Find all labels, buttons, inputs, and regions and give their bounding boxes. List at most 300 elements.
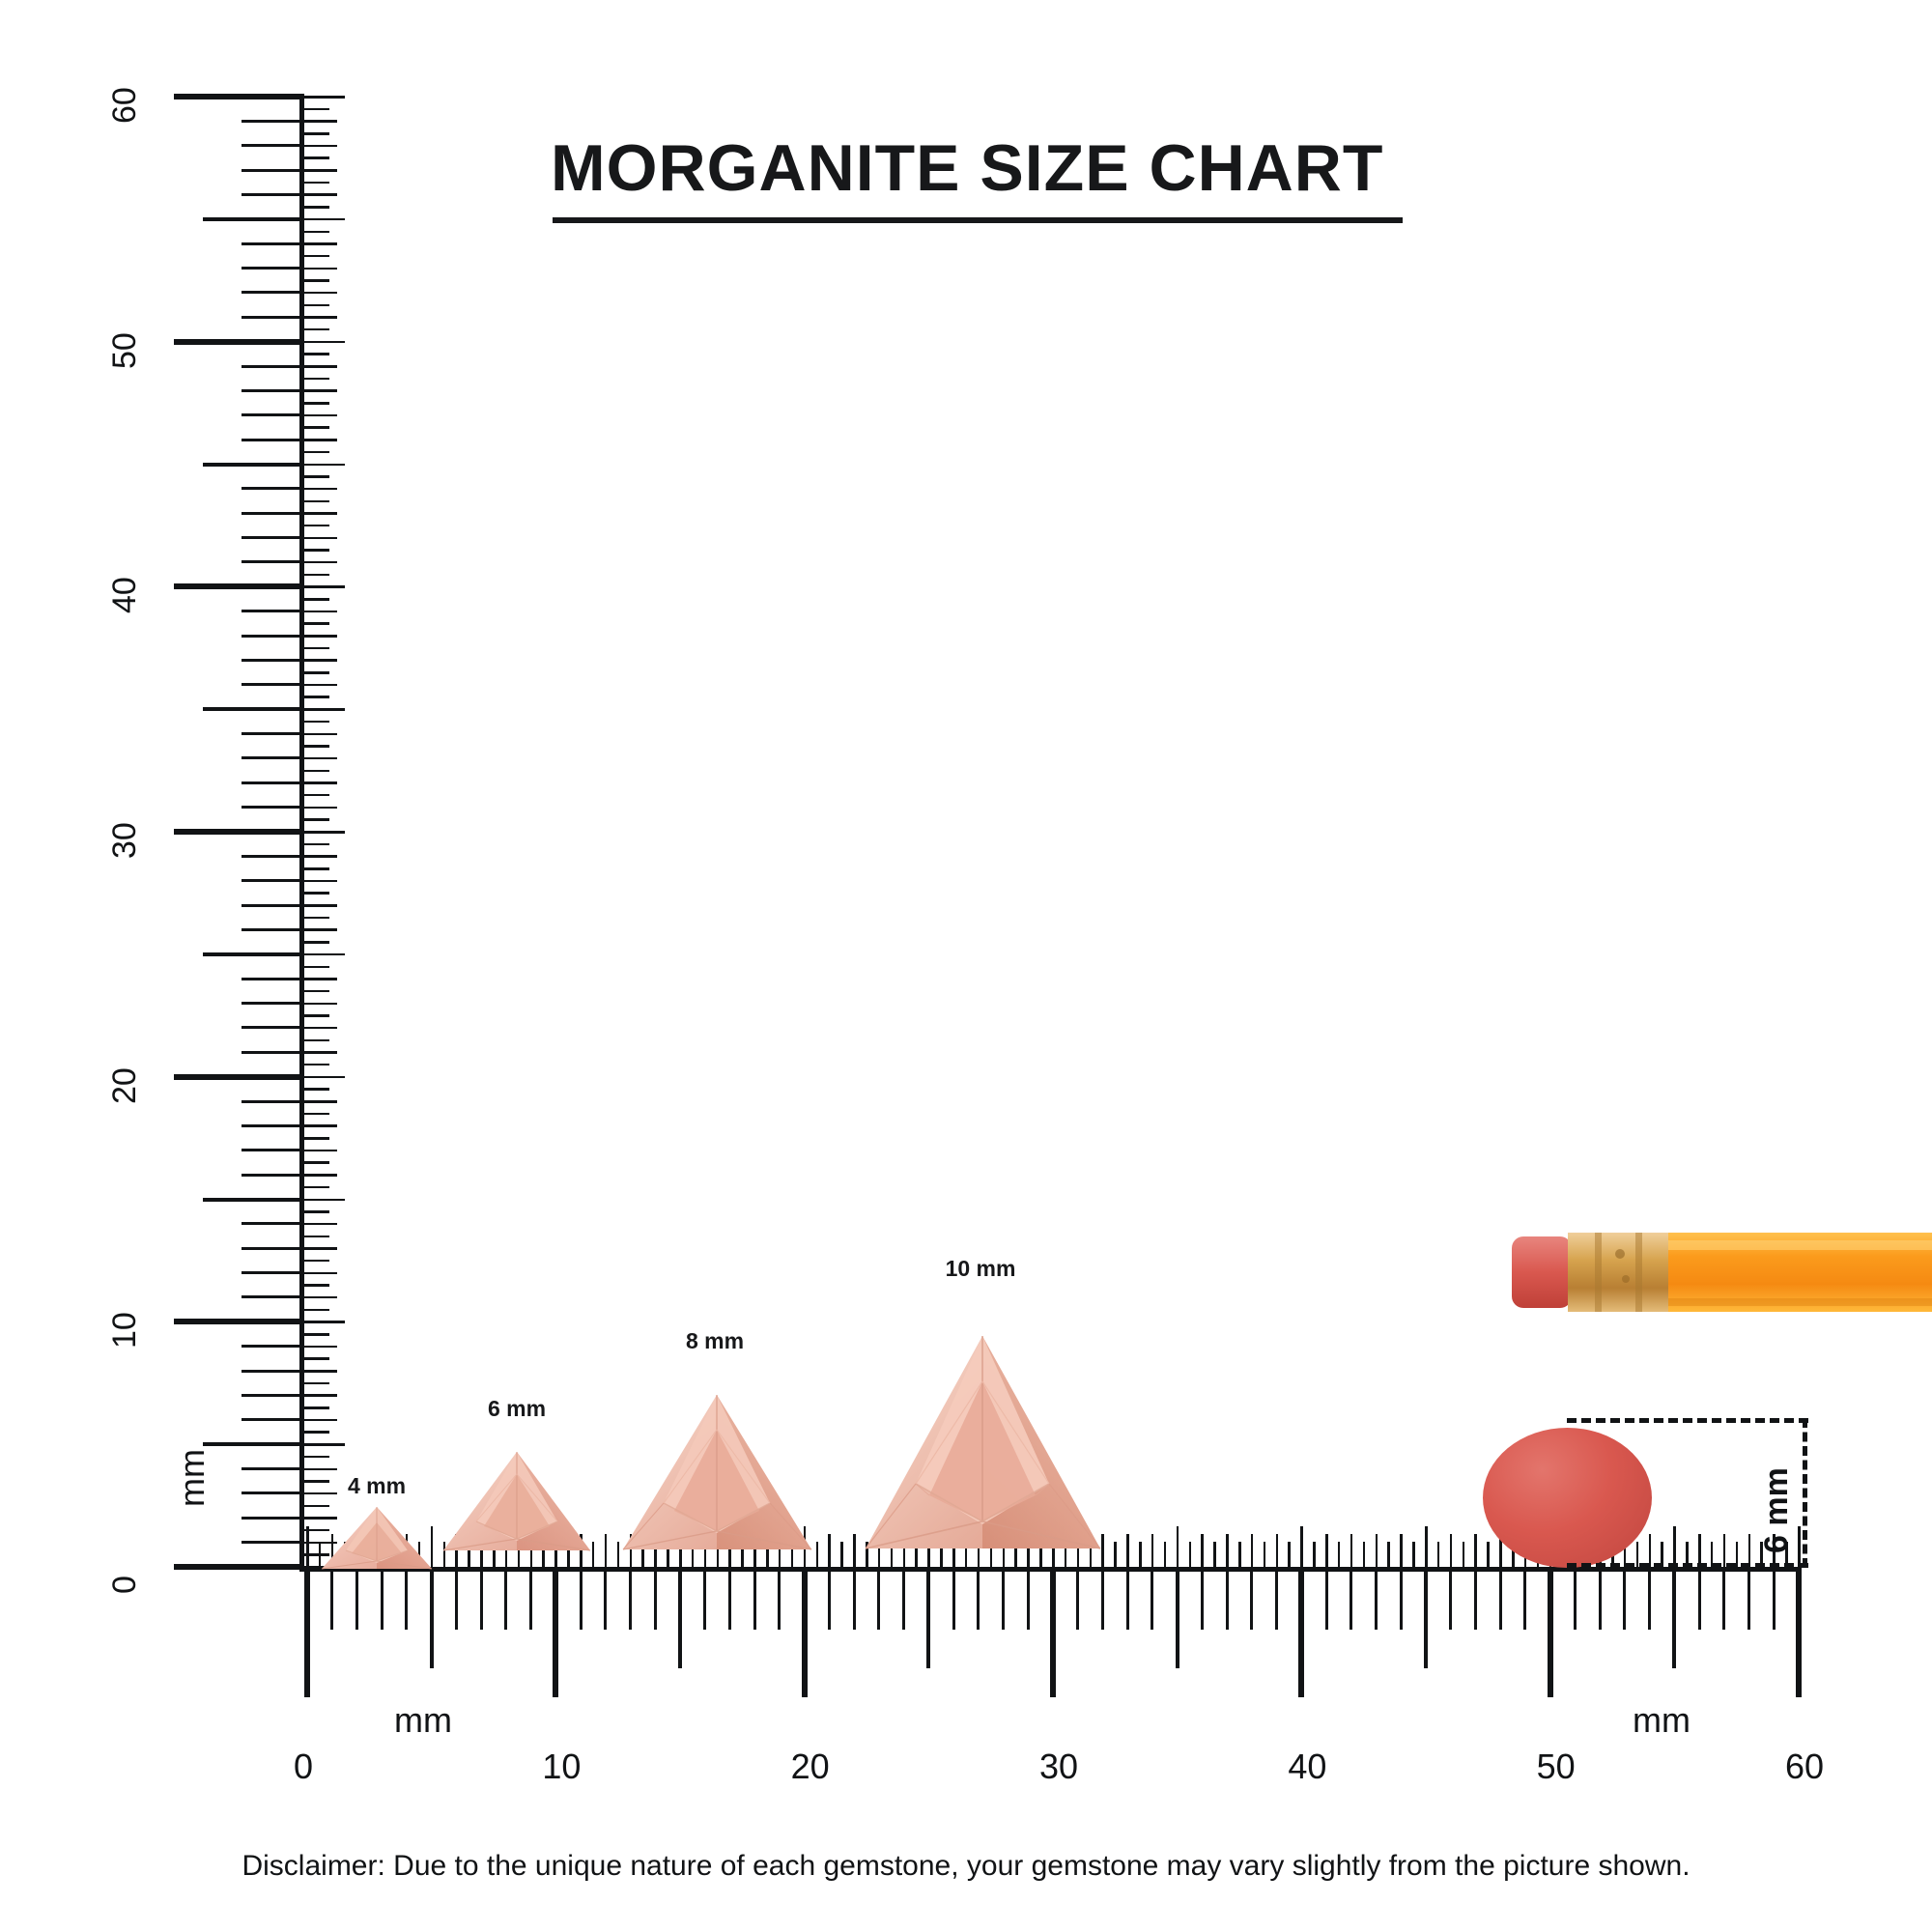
horizontal-tick-label: 30 [1039, 1747, 1079, 1786]
vertical-tick [242, 855, 304, 858]
vertical-subtick [304, 1370, 337, 1373]
vertical-tick [242, 1149, 304, 1151]
horizontal-tick [853, 1567, 856, 1630]
horizontal-tick [1424, 1567, 1428, 1668]
horizontal-subtick [1139, 1542, 1142, 1567]
horizontal-subtick [1363, 1542, 1366, 1567]
horizontal-subtick [605, 1534, 608, 1567]
vertical-subtick [304, 1284, 329, 1287]
vertical-tick [242, 1295, 304, 1298]
vertical-subtick [304, 1088, 329, 1091]
vertical-subtick [304, 1014, 329, 1017]
vertical-tick [203, 1198, 304, 1202]
horizontal-tick-label: 50 [1536, 1747, 1576, 1786]
horizontal-tick [802, 1567, 808, 1697]
vertical-tick [242, 291, 304, 294]
vertical-subtick [304, 537, 337, 540]
vertical-subtick [304, 1247, 337, 1250]
vertical-subtick [304, 500, 329, 503]
vertical-tick-label: 30 [106, 822, 143, 859]
horizontal-tick [1350, 1567, 1352, 1630]
vertical-tick [242, 756, 304, 759]
vertical-subtick [304, 770, 329, 773]
vertical-tick [242, 193, 304, 196]
horizontal-subtick [1474, 1534, 1477, 1567]
vertical-subtick [304, 1394, 337, 1397]
horizontal-subtick [1201, 1534, 1204, 1567]
page-title: MORGANITE SIZE CHART [551, 131, 1384, 205]
vertical-tick [242, 806, 304, 809]
vertical-tick [242, 1467, 304, 1470]
horizontal-tick [1050, 1567, 1056, 1697]
horizontal-subtick [1387, 1542, 1390, 1567]
horizontal-tick [504, 1567, 507, 1630]
vertical-tick [242, 1492, 304, 1494]
vertical-subtick [304, 659, 337, 662]
horizontal-subtick [306, 1526, 309, 1567]
horizontal-tick [1275, 1567, 1278, 1630]
vertical-subtick [304, 525, 329, 527]
vertical-tick [242, 978, 304, 980]
horizontal-subtick [1487, 1542, 1490, 1567]
vertical-subtick [304, 426, 329, 429]
horizontal-subtick [1400, 1534, 1403, 1567]
vertical-tick [242, 1051, 304, 1054]
horizontal-tick [977, 1567, 980, 1630]
vertical-subtick [304, 439, 337, 441]
vertical-subtick [304, 1236, 329, 1238]
vertical-subtick [304, 1124, 337, 1127]
vertical-subtick [304, 108, 329, 111]
vertical-subtick [304, 953, 345, 956]
vertical-tick [242, 1247, 304, 1250]
vertical-tick [174, 1564, 304, 1570]
horizontal-tick-label: 60 [1785, 1747, 1825, 1786]
vertical-subtick [304, 611, 337, 613]
vertical-subtick [304, 794, 329, 797]
horizontal-tick [1796, 1567, 1802, 1697]
vertical-tick [242, 365, 304, 368]
vertical-subtick [304, 721, 329, 724]
disclaimer-text: Disclaimer: Due to the unique nature of each gemstone, your gemstone may vary slightly from the picture shown. [242, 1850, 1690, 1882]
vertical-subtick [304, 1137, 329, 1140]
horizontal-unit-label-right: mm [1633, 1700, 1690, 1740]
vertical-tick [242, 1345, 304, 1348]
vertical-subtick [304, 316, 337, 319]
vertical-tick [242, 1222, 304, 1225]
horizontal-tick [629, 1567, 632, 1630]
horizontal-subtick [1238, 1542, 1241, 1567]
vertical-subtick [304, 1003, 337, 1006]
vertical-subtick [304, 279, 329, 282]
vertical-subtick [304, 1064, 329, 1066]
horizontal-tick [1474, 1567, 1477, 1630]
vertical-subtick [304, 745, 329, 748]
vertical-subtick [304, 451, 329, 454]
vertical-tick [174, 583, 304, 589]
vertical-subtick [304, 414, 337, 417]
vertical-tick [242, 389, 304, 392]
vertical-tick [203, 217, 304, 221]
vertical-subtick [304, 1210, 329, 1213]
horizontal-subtick [1673, 1526, 1676, 1567]
horizontal-tick [1176, 1567, 1179, 1668]
vertical-subtick [304, 488, 337, 491]
vertical-subtick [304, 1346, 337, 1349]
vertical-subtick [304, 1161, 329, 1164]
horizontal-subtick [1189, 1542, 1192, 1567]
vertical-tick [174, 1319, 304, 1324]
horizontal-subtick [1649, 1534, 1652, 1567]
horizontal-tick-label: 40 [1288, 1747, 1327, 1786]
vertical-subtick [304, 733, 337, 736]
vertical-subtick [304, 855, 337, 858]
vertical-subtick [304, 1431, 329, 1434]
vertical-subtick [304, 132, 329, 135]
vertical-subtick [304, 917, 329, 920]
vertical-tick [242, 120, 304, 123]
vertical-subtick [304, 120, 337, 123]
horizontal-subtick [840, 1542, 843, 1567]
horizontal-subtick [1338, 1542, 1341, 1567]
vertical-tick [242, 1026, 304, 1029]
vertical-subtick [304, 647, 329, 650]
vertical-tick [242, 144, 304, 147]
horizontal-subtick [1300, 1526, 1303, 1567]
vertical-subtick [304, 867, 329, 870]
horizontal-tick [703, 1567, 706, 1630]
horizontal-tick [355, 1567, 358, 1630]
vertical-unit-label: mm [172, 1449, 212, 1507]
gemstone-6mm [440, 1449, 594, 1553]
vertical-subtick [304, 156, 329, 159]
horizontal-subtick [1798, 1526, 1801, 1567]
vertical-subtick [304, 242, 337, 245]
horizontal-tick [1375, 1567, 1378, 1630]
horizontal-tick [753, 1567, 756, 1630]
vertical-subtick [304, 268, 337, 270]
vertical-subtick [304, 206, 329, 209]
vertical-subtick [304, 941, 329, 944]
horizontal-tick [1722, 1567, 1725, 1630]
horizontal-subtick [1288, 1542, 1291, 1567]
vertical-subtick [304, 684, 337, 687]
vertical-subtick [304, 169, 337, 172]
horizontal-subtick [1350, 1534, 1353, 1567]
vertical-tick [242, 732, 304, 735]
horizontal-tick [1672, 1567, 1676, 1668]
vertical-subtick [304, 96, 345, 99]
horizontal-tick [529, 1567, 532, 1630]
horizontal-subtick [1126, 1534, 1129, 1567]
horizontal-tick [902, 1567, 905, 1630]
horizontal-tick [381, 1567, 384, 1630]
horizontal-subtick [1412, 1542, 1415, 1567]
horizontal-tick [678, 1567, 682, 1668]
vertical-tick [242, 169, 304, 172]
horizontal-subtick [1313, 1542, 1316, 1567]
vertical-tick [203, 952, 304, 956]
vertical-subtick [304, 218, 345, 221]
horizontal-tick [1400, 1567, 1403, 1630]
horizontal-tick [1226, 1567, 1229, 1630]
horizontal-tick [430, 1567, 434, 1668]
vertical-subtick [304, 585, 345, 588]
horizontal-subtick [1151, 1534, 1154, 1567]
vertical-subtick [304, 966, 329, 969]
horizontal-tick-label: 10 [542, 1747, 582, 1786]
horizontal-tick [480, 1567, 483, 1630]
vertical-subtick [304, 757, 337, 760]
vertical-subtick [304, 402, 329, 405]
gem-label-8mm: 8 mm [685, 1328, 745, 1353]
horizontal-tick [728, 1567, 731, 1630]
vertical-subtick [304, 1100, 337, 1103]
horizontal-subtick [1748, 1534, 1751, 1567]
vertical-tick-label: 20 [106, 1066, 143, 1104]
horizontal-tick [1027, 1567, 1030, 1630]
vertical-subtick [304, 831, 345, 834]
vertical-tick [242, 413, 304, 416]
vertical-tick [242, 536, 304, 539]
horizontal-subtick [1376, 1534, 1378, 1567]
vertical-subtick [304, 231, 329, 234]
horizontal-subtick [1114, 1542, 1117, 1567]
vertical-subtick [304, 818, 329, 821]
horizontal-tick [1623, 1567, 1626, 1630]
horizontal-subtick [1226, 1534, 1229, 1567]
vertical-subtick [304, 145, 337, 148]
vertical-subtick [304, 598, 329, 601]
gemstone-4mm [319, 1505, 435, 1571]
horizontal-subtick [1450, 1534, 1453, 1567]
vertical-subtick [304, 843, 329, 846]
horizontal-tick [778, 1567, 781, 1630]
horizontal-subtick [1164, 1542, 1167, 1567]
vertical-subtick [304, 378, 329, 381]
horizontal-tick [1574, 1567, 1577, 1630]
eraser-reference-object [1483, 1428, 1652, 1568]
vertical-tick [203, 1442, 304, 1446]
horizontal-tick [654, 1567, 657, 1630]
vertical-subtick [304, 708, 345, 711]
vertical-subtick [304, 880, 337, 883]
horizontal-tick [1298, 1567, 1304, 1697]
vertical-subtick [304, 353, 329, 355]
vertical-tick [242, 610, 304, 612]
vertical-subtick [304, 781, 337, 784]
vertical-subtick [304, 255, 329, 258]
vertical-tick [242, 1124, 304, 1127]
horizontal-tick [553, 1567, 558, 1697]
vertical-subtick [304, 1150, 337, 1152]
horizontal-tick [877, 1567, 880, 1630]
horizontal-tick [405, 1567, 408, 1630]
vertical-subtick [304, 365, 337, 368]
horizontal-subtick [1463, 1542, 1465, 1567]
vertical-subtick [304, 1113, 329, 1116]
vertical-subtick [304, 475, 329, 478]
vertical-subtick [304, 928, 337, 931]
vertical-subtick [304, 1296, 337, 1299]
horizontal-tick [1548, 1567, 1553, 1697]
horizontal-tick [1698, 1567, 1701, 1630]
vertical-subtick [304, 1321, 345, 1323]
vertical-tick [242, 635, 304, 638]
vertical-subtick [304, 341, 345, 344]
horizontal-subtick [1213, 1542, 1216, 1567]
vertical-subtick [304, 1027, 337, 1030]
vertical-tick [242, 683, 304, 686]
vertical-tick [242, 1370, 304, 1373]
vertical-subtick [304, 1333, 329, 1336]
gem-label-10mm: 10 mm [945, 1256, 1016, 1281]
vertical-subtick [304, 182, 329, 185]
vertical-tick [242, 1002, 304, 1005]
vertical-tick-label: 50 [106, 331, 143, 369]
horizontal-tick [828, 1567, 831, 1630]
vertical-tick [242, 1541, 304, 1544]
horizontal-tick [604, 1567, 607, 1630]
vertical-subtick [304, 464, 345, 467]
vertical-subtick [304, 1223, 337, 1226]
vertical-subtick [304, 892, 329, 895]
vertical-subtick [304, 807, 337, 810]
horizontal-subtick [1251, 1534, 1254, 1567]
vertical-subtick [304, 1468, 337, 1471]
vertical-tick [242, 267, 304, 270]
vertical-subtick [304, 389, 337, 392]
vertical-subtick [304, 1382, 329, 1385]
eraser-dimension-bottom-line [1567, 1563, 1808, 1568]
vertical-tick [242, 659, 304, 662]
vertical-subtick [304, 622, 329, 625]
vertical-subtick [304, 574, 329, 577]
vertical-tick [242, 487, 304, 490]
vertical-subtick [304, 1039, 329, 1042]
vertical-tick [242, 879, 304, 882]
horizontal-tick [330, 1567, 333, 1630]
vertical-tick [242, 1174, 304, 1177]
pencil-reference-object [1512, 1219, 1932, 1325]
vertical-subtick [304, 193, 337, 196]
vertical-tick [174, 1074, 304, 1080]
vertical-subtick [304, 561, 337, 564]
title-underline [553, 217, 1403, 223]
horizontal-tick [455, 1567, 458, 1630]
horizontal-tick [1325, 1567, 1328, 1630]
vertical-subtick [304, 1199, 345, 1202]
vertical-tick [174, 339, 304, 345]
vertical-tick [242, 928, 304, 931]
vertical-subtick [304, 1357, 329, 1360]
vertical-tick [242, 512, 304, 515]
horizontal-tick [926, 1567, 930, 1668]
vertical-tick [203, 707, 304, 711]
gemstone-8mm [618, 1391, 816, 1553]
horizontal-tick [1250, 1567, 1253, 1630]
vertical-subtick [304, 292, 337, 295]
vertical-tick [242, 316, 304, 319]
horizontal-subtick [1264, 1542, 1266, 1567]
vertical-subtick [304, 512, 337, 515]
horizontal-tick-label: 20 [790, 1747, 830, 1786]
vertical-tick [242, 781, 304, 784]
vertical-tick-label: 10 [106, 1312, 143, 1350]
vertical-subtick [304, 304, 329, 307]
vertical-tick [242, 904, 304, 907]
horizontal-tick [1126, 1567, 1129, 1630]
eraser-dimension-top-line [1567, 1418, 1808, 1423]
horizontal-subtick [853, 1534, 856, 1567]
vertical-subtick [304, 1456, 329, 1459]
vertical-tick [242, 439, 304, 441]
vertical-subtick [304, 1272, 337, 1275]
vertical-subtick [304, 1186, 329, 1189]
horizontal-tick [1449, 1567, 1452, 1630]
vertical-subtick [304, 1419, 337, 1422]
eraser-dimension-label: 6 mm [1758, 1467, 1795, 1553]
vertical-subtick [304, 1260, 329, 1263]
horizontal-tick [1101, 1567, 1104, 1630]
vertical-tick [242, 1271, 304, 1274]
vertical-subtick [304, 696, 329, 698]
vertical-tick-label: 60 [106, 87, 143, 124]
eraser-dimension-right-line [1803, 1418, 1807, 1568]
horizontal-tick [304, 1567, 310, 1697]
vertical-subtick [304, 549, 329, 552]
horizontal-tick [1201, 1567, 1204, 1630]
vertical-tick [242, 1394, 304, 1397]
vertical-tick [242, 1100, 304, 1103]
vertical-subtick [304, 1406, 329, 1409]
vertical-subtick [304, 1309, 329, 1312]
horizontal-tick [1648, 1567, 1651, 1630]
horizontal-tick-label: 0 [294, 1747, 314, 1786]
vertical-tick [174, 829, 304, 835]
horizontal-tick [952, 1567, 955, 1630]
horizontal-subtick [828, 1534, 831, 1567]
horizontal-unit-label-left: mm [394, 1700, 452, 1740]
vertical-subtick [304, 671, 329, 674]
vertical-subtick [304, 635, 337, 638]
vertical-subtick [304, 990, 329, 993]
vertical-tick [242, 1517, 304, 1520]
vertical-subtick [304, 978, 337, 980]
horizontal-tick [1499, 1567, 1502, 1630]
horizontal-tick [1523, 1567, 1526, 1630]
horizontal-tick [580, 1567, 582, 1630]
vertical-subtick [304, 904, 337, 907]
horizontal-subtick [1425, 1526, 1428, 1567]
vertical-subtick [304, 328, 329, 331]
horizontal-subtick [1325, 1534, 1328, 1567]
vertical-tick [203, 463, 304, 467]
horizontal-subtick [1276, 1534, 1279, 1567]
horizontal-subtick [1723, 1534, 1726, 1567]
horizontal-tick [1599, 1567, 1602, 1630]
horizontal-tick [1151, 1567, 1153, 1630]
gem-label-4mm: 4 mm [347, 1473, 407, 1498]
horizontal-subtick [1437, 1542, 1440, 1567]
horizontal-subtick [1698, 1534, 1701, 1567]
horizontal-tick [1076, 1567, 1079, 1630]
vertical-tick-label: 0 [106, 1576, 143, 1594]
vertical-tick-label: 40 [106, 577, 143, 614]
vertical-tick [242, 560, 304, 563]
horizontal-tick [1773, 1567, 1776, 1630]
horizontal-subtick [1177, 1526, 1179, 1567]
